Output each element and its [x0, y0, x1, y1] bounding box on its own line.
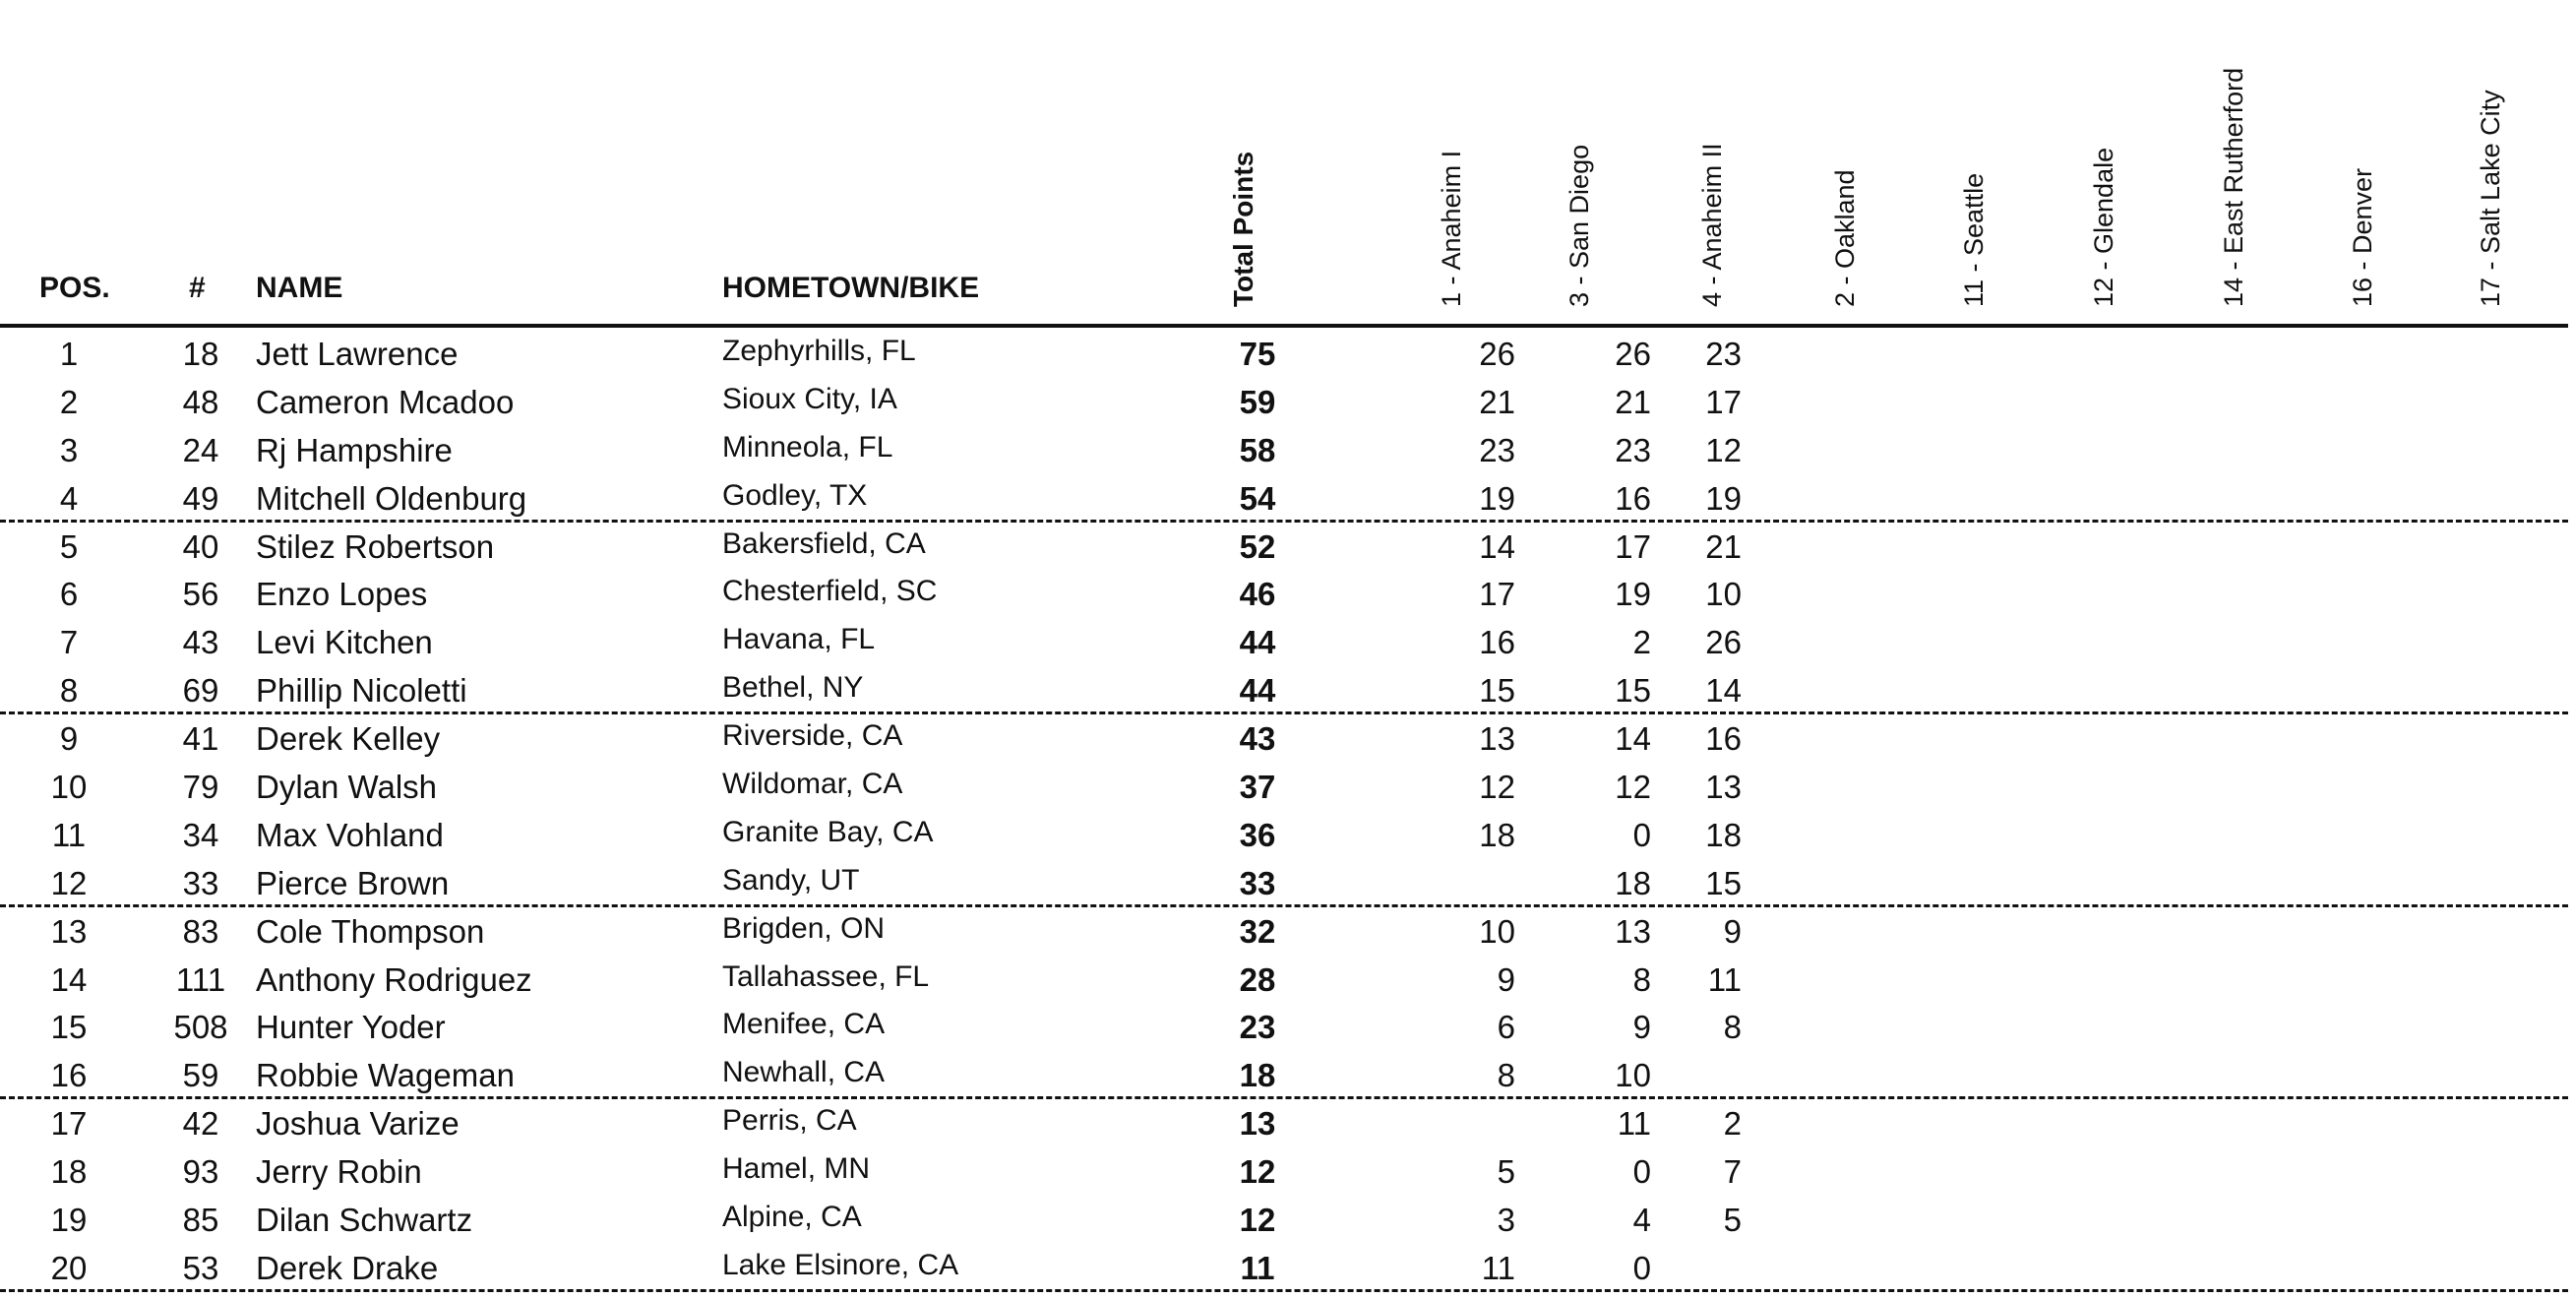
- rider-name-cell: Levi Kitchen: [256, 624, 433, 661]
- hometown-cell: Perris, CA: [722, 1104, 857, 1138]
- header-round-oakland: 2 - Oakland: [1830, 169, 1860, 307]
- round-anaheim-1-points: 9: [1497, 960, 1515, 998]
- position-cell: 8: [59, 672, 79, 710]
- total-points-cell: 37: [1239, 769, 1276, 806]
- rider-number-cell: 56: [182, 576, 219, 613]
- round-anaheim-2-points: 10: [1705, 576, 1742, 613]
- total-points-cell: 59: [1239, 383, 1276, 420]
- position-cell: 10: [50, 769, 88, 806]
- hometown-cell: Menifee, CA: [722, 1008, 886, 1041]
- round-anaheim-2-points: 5: [1723, 1202, 1742, 1239]
- rider-name-cell: Max Vohland: [256, 816, 444, 853]
- total-points-cell: 18: [1239, 1057, 1276, 1094]
- round-anaheim-2-points: 14: [1705, 672, 1742, 710]
- header-round-seattle: 11 - Seattle: [1959, 172, 1989, 307]
- table-row: [0, 618, 2568, 666]
- header-divider: [0, 324, 2568, 328]
- round-anaheim-2-points: 2: [1723, 1105, 1742, 1143]
- table-row: [0, 1051, 2568, 1099]
- hometown-cell: Bethel, NY: [722, 671, 864, 705]
- round-anaheim-2-points: 13: [1705, 769, 1742, 806]
- round-san-diego-points: 2: [1632, 624, 1651, 661]
- rider-name-cell: Cameron Mcadoo: [256, 383, 515, 420]
- rider-name-cell: Dilan Schwartz: [256, 1202, 473, 1239]
- hometown-cell: Bakersfield, CA: [722, 526, 926, 560]
- position-cell: 17: [50, 1105, 88, 1143]
- rider-number-cell: 69: [182, 672, 219, 710]
- round-san-diego-points: 10: [1615, 1057, 1651, 1094]
- header-round-anaheim-2: 4 - Anaheim II: [1697, 143, 1727, 307]
- round-anaheim-1-points: 11: [1481, 1249, 1515, 1286]
- rider-name-cell: Mitchell Oldenburg: [256, 479, 527, 517]
- total-points-cell: 11: [1240, 1249, 1275, 1286]
- table-row: [0, 666, 2568, 714]
- hometown-cell: Alpine, CA: [722, 1201, 862, 1234]
- hometown-cell: Zephyrhills, FL: [722, 335, 916, 367]
- table-row: [0, 907, 2568, 956]
- table-row: [0, 811, 2568, 859]
- round-san-diego-points: 13: [1615, 912, 1651, 950]
- position-cell: 9: [59, 720, 79, 758]
- round-anaheim-1-points: 19: [1479, 479, 1515, 517]
- table-row: [0, 1099, 2568, 1147]
- position-cell: 5: [59, 527, 79, 565]
- header-hometown: HOMETOWN/BIKE: [722, 272, 980, 304]
- hometown-cell: Sandy, UT: [722, 863, 860, 897]
- round-anaheim-2-points: 12: [1705, 431, 1742, 468]
- position-cell: 15: [50, 1009, 88, 1046]
- hometown-cell: Chesterfield, SC: [722, 575, 938, 608]
- position-cell: 19: [50, 1202, 88, 1239]
- rider-number-cell: 18: [182, 336, 219, 372]
- hometown-cell: Wildomar, CA: [722, 768, 903, 801]
- round-anaheim-2-points: 11: [1707, 960, 1742, 998]
- hometown-cell: Hamel, MN: [722, 1152, 871, 1186]
- table-row: [0, 1003, 2568, 1051]
- table-row: [0, 474, 2568, 523]
- round-anaheim-1-points: 8: [1497, 1057, 1515, 1094]
- rider-number-cell: 59: [182, 1057, 219, 1094]
- round-anaheim-2-points: 17: [1705, 383, 1742, 420]
- standings-rows: [0, 330, 2568, 1292]
- rider-number-cell: 79: [182, 769, 219, 806]
- total-points-cell: 28: [1239, 960, 1276, 998]
- hometown-cell: Lake Elsinore, CA: [722, 1248, 959, 1281]
- rider-name-cell: Jerry Robin: [256, 1153, 422, 1191]
- round-anaheim-2-points: 23: [1705, 336, 1742, 372]
- rider-number-cell: 49: [182, 479, 219, 517]
- round-anaheim-1-points: 15: [1479, 672, 1515, 710]
- table-row: [0, 956, 2568, 1004]
- rider-name-cell: Phillip Nicoletti: [256, 672, 467, 710]
- rider-name-cell: Hunter Yoder: [256, 1009, 446, 1046]
- round-san-diego-points: 23: [1615, 431, 1651, 468]
- header-round-east-rutherford: 14 - East Rutherford: [2219, 67, 2248, 307]
- rider-number-cell: 93: [182, 1153, 219, 1191]
- rider-name-cell: Jett Lawrence: [256, 336, 459, 372]
- total-points-cell: 44: [1239, 672, 1276, 710]
- position-cell: 1: [59, 336, 79, 372]
- round-anaheim-2-points: 18: [1705, 816, 1742, 853]
- total-points-cell: 58: [1239, 431, 1276, 468]
- table-row: [0, 330, 2568, 378]
- round-san-diego-points: 0: [1632, 1249, 1651, 1286]
- position-cell: 7: [59, 624, 79, 661]
- position-cell: 11: [51, 816, 87, 853]
- round-san-diego-points: 9: [1632, 1009, 1651, 1046]
- round-anaheim-1-points: 14: [1479, 527, 1515, 565]
- position-cell: 3: [59, 431, 79, 468]
- position-cell: 14: [50, 960, 88, 998]
- rider-number-cell: 33: [182, 864, 219, 901]
- rider-number-cell: 24: [182, 431, 219, 468]
- round-san-diego-points: 8: [1632, 960, 1651, 998]
- total-points-cell: 32: [1239, 912, 1276, 950]
- hometown-cell: Minneola, FL: [722, 430, 893, 464]
- position-cell: 13: [50, 912, 88, 950]
- rider-name-cell: Dylan Walsh: [256, 769, 437, 806]
- rider-name-cell: Stilez Robertson: [256, 527, 495, 565]
- round-san-diego-points: 14: [1615, 720, 1651, 758]
- total-points-cell: 52: [1239, 527, 1276, 565]
- total-points-cell: 46: [1239, 576, 1276, 613]
- round-anaheim-1-points: 5: [1497, 1153, 1515, 1191]
- rider-name-cell: Pierce Brown: [256, 864, 450, 901]
- round-anaheim-2-points: 15: [1705, 864, 1742, 901]
- header-round-salt-lake-city: 17 - Salt Lake City: [2476, 90, 2505, 307]
- round-san-diego-points: 26: [1615, 336, 1651, 372]
- table-row: [0, 763, 2568, 811]
- position-cell: 16: [50, 1057, 88, 1094]
- table-row: [0, 523, 2568, 571]
- total-points-cell: 54: [1239, 479, 1276, 517]
- position-cell: 18: [50, 1153, 88, 1191]
- position-cell: 4: [59, 479, 79, 517]
- rider-number-cell: 111: [175, 960, 226, 998]
- position-cell: 12: [50, 864, 88, 901]
- round-anaheim-1-points: 16: [1479, 624, 1515, 661]
- rider-number-cell: 34: [182, 816, 219, 853]
- header-round-glendale: 12 - Glendale: [2089, 147, 2118, 307]
- round-san-diego-points: 11: [1617, 1105, 1651, 1143]
- table-row: [0, 378, 2568, 426]
- rider-name-cell: Derek Kelley: [256, 720, 441, 758]
- round-anaheim-2-points: 26: [1705, 624, 1742, 661]
- round-anaheim-1-points: 21: [1479, 383, 1515, 420]
- total-points-cell: 44: [1239, 624, 1276, 661]
- round-anaheim-1-points: 13: [1479, 720, 1515, 758]
- rider-number-cell: 83: [182, 912, 219, 950]
- round-anaheim-2-points: 21: [1705, 527, 1742, 565]
- header-round-anaheim-1: 1 - Anaheim I: [1437, 150, 1466, 307]
- hometown-cell: Godley, TX: [722, 478, 868, 512]
- round-anaheim-1-points: 6: [1497, 1009, 1515, 1046]
- rider-name-cell: Anthony Rodriguez: [256, 960, 532, 998]
- round-san-diego-points: 12: [1615, 769, 1651, 806]
- hometown-cell: Newhall, CA: [722, 1056, 886, 1089]
- table-row: [0, 426, 2568, 474]
- header-round-denver: 16 - Denver: [2348, 167, 2377, 307]
- rider-name-cell: Joshua Varize: [256, 1105, 460, 1143]
- header-number: #: [189, 272, 206, 304]
- header-total-points: Total Points: [1228, 151, 1258, 307]
- rider-name-cell: Rj Hampshire: [256, 431, 453, 468]
- total-points-cell: 13: [1239, 1105, 1276, 1143]
- header-round-san-diego: 3 - San Diego: [1564, 144, 1594, 307]
- rider-number-cell: 53: [182, 1249, 219, 1286]
- position-cell: 20: [50, 1249, 88, 1286]
- rider-name-cell: Derek Drake: [256, 1249, 439, 1286]
- round-anaheim-2-points: 19: [1705, 479, 1742, 517]
- rider-number-cell: 508: [173, 1009, 228, 1046]
- round-anaheim-1-points: 23: [1479, 431, 1515, 468]
- rider-number-cell: 48: [182, 383, 219, 420]
- header-pos: POS.: [39, 272, 110, 304]
- rider-name-cell: Robbie Wageman: [256, 1057, 515, 1094]
- table-row: [0, 859, 2568, 907]
- hometown-cell: Riverside, CA: [722, 719, 903, 753]
- table-row: [0, 1147, 2568, 1196]
- round-san-diego-points: 21: [1615, 383, 1651, 420]
- round-san-diego-points: 17: [1615, 527, 1651, 565]
- hometown-cell: Granite Bay, CA: [722, 815, 934, 848]
- round-anaheim-2-points: 9: [1723, 912, 1742, 950]
- hometown-cell: Brigden, ON: [722, 911, 886, 945]
- total-points-cell: 12: [1239, 1202, 1276, 1239]
- rider-number-cell: 43: [182, 624, 219, 661]
- hometown-cell: Tallahassee, FL: [722, 959, 930, 993]
- round-anaheim-1-points: 26: [1479, 336, 1515, 372]
- total-points-cell: 36: [1239, 816, 1276, 853]
- rider-number-cell: 42: [182, 1105, 219, 1143]
- round-anaheim-1-points: 17: [1479, 576, 1515, 613]
- round-san-diego-points: 0: [1632, 816, 1651, 853]
- total-points-cell: 12: [1239, 1153, 1276, 1191]
- rider-number-cell: 85: [182, 1202, 219, 1239]
- round-anaheim-2-points: 16: [1705, 720, 1742, 758]
- hometown-cell: Havana, FL: [722, 623, 876, 656]
- rider-number-cell: 41: [182, 720, 219, 758]
- round-san-diego-points: 15: [1615, 672, 1651, 710]
- rider-name-cell: Cole Thompson: [256, 912, 485, 950]
- round-san-diego-points: 18: [1615, 864, 1651, 901]
- round-san-diego-points: 19: [1615, 576, 1651, 613]
- position-cell: 2: [59, 383, 79, 420]
- round-anaheim-1-points: 3: [1497, 1202, 1515, 1239]
- round-anaheim-1-points: 18: [1479, 816, 1515, 853]
- table-row: [0, 1196, 2568, 1244]
- position-cell: 6: [59, 576, 79, 613]
- round-san-diego-points: 0: [1632, 1153, 1651, 1191]
- total-points-cell: 33: [1239, 864, 1276, 901]
- total-points-cell: 23: [1239, 1009, 1276, 1046]
- total-points-cell: 43: [1239, 720, 1276, 758]
- rider-number-cell: 40: [182, 527, 219, 565]
- table-row: [0, 1244, 2568, 1292]
- total-points-cell: 75: [1239, 336, 1276, 372]
- round-anaheim-1-points: 12: [1479, 769, 1515, 806]
- round-anaheim-2-points: 7: [1723, 1153, 1742, 1191]
- rider-name-cell: Enzo Lopes: [256, 576, 428, 613]
- header-name: NAME: [256, 272, 343, 304]
- table-row: [0, 714, 2568, 763]
- round-anaheim-1-points: 10: [1479, 912, 1515, 950]
- table-row: [0, 570, 2568, 618]
- hometown-cell: Sioux City, IA: [722, 382, 897, 415]
- round-anaheim-2-points: 8: [1723, 1009, 1742, 1046]
- round-san-diego-points: 16: [1615, 479, 1651, 517]
- round-san-diego-points: 4: [1632, 1202, 1651, 1239]
